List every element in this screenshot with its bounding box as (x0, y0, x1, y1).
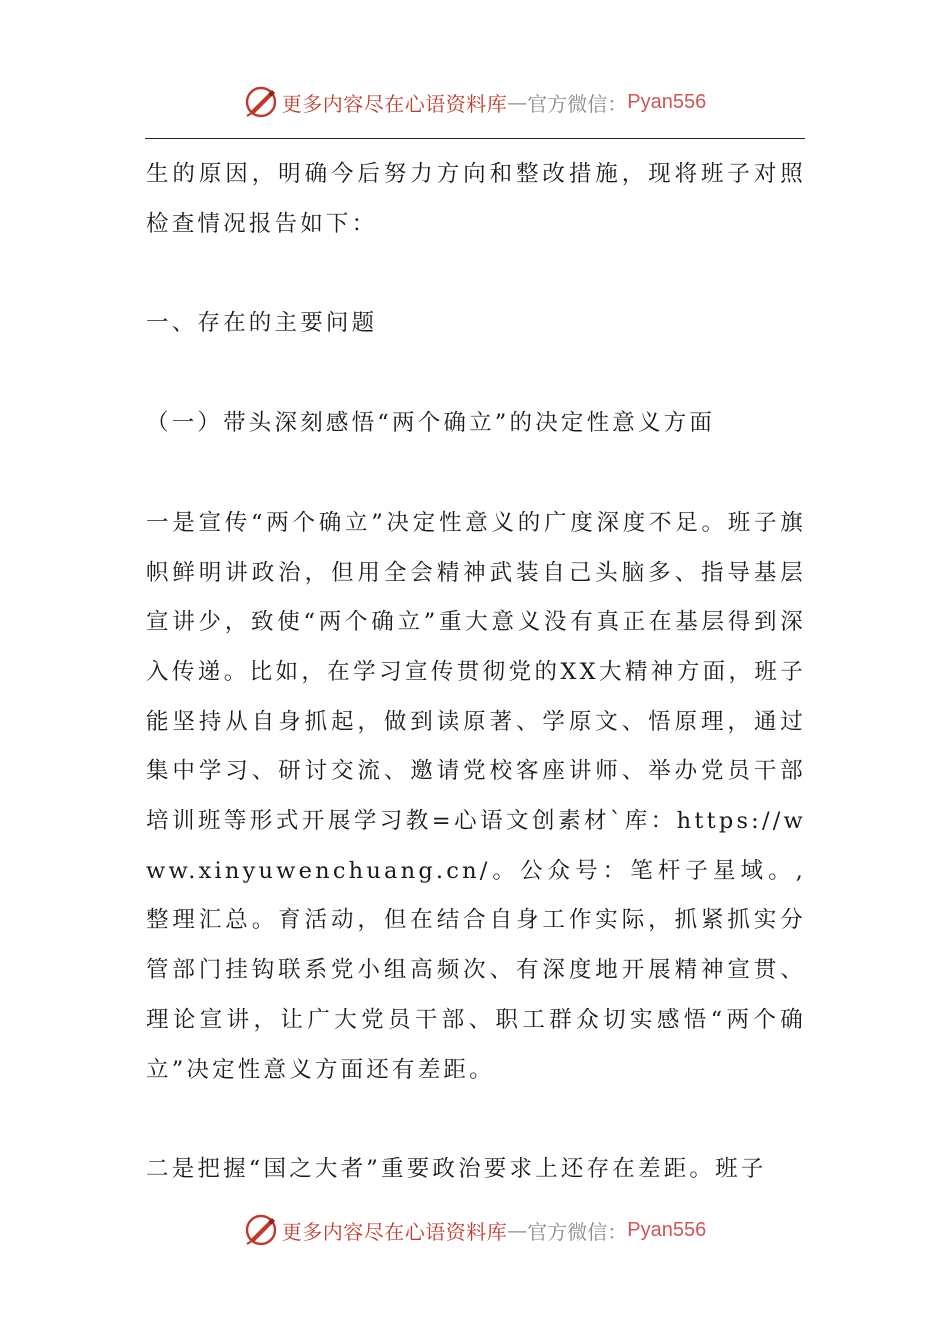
header-banner (0, 82, 950, 122)
banner-title: 更多内容尽在心语资料库 (281, 91, 508, 116)
pen-logo-icon (244, 85, 278, 119)
banner-separator: — (507, 90, 528, 114)
paragraph-gap (146, 249, 806, 299)
intro-paragraph: 生的原因，明确今后努力方向和整改措施，现将班子对照检查情况报告如下： (146, 161, 806, 237)
banner-contact-label: 官方微信： (527, 1219, 628, 1244)
paragraph-gap (146, 449, 806, 499)
banner-contact-id: Pyan556 (627, 1218, 707, 1241)
subsection-heading: （一）带头深刻感悟“两个确立”的决定性意义方面 (146, 410, 716, 437)
banner-separator: — (507, 1218, 528, 1242)
document-body (146, 150, 806, 1195)
body-paragraph-1: 一是宣传“两个确立”决定性意义的广度深度不足。班子旗帜鲜明讲政治，但用全会精神武装自己头脑多、指导基层宣讲少，致使“两个确立”重大意义没有真正在基层得到深入传递。比如，在学习宣传贯彻党的XX大精神方面，班子能坚持从自身抓起，做到读原著、学原文、悟原理，通过集中学习、研讨交流、邀请党校客座讲师、举办党员干部培训班等形式开展学习教=心语文创素材`库：https://www.xinyuwenchuang.cn/。公众号：笔杆子星域。,整理汇总。育活动，但在结合自身工作实际，抓紧抓实分管部门挂钩联系党小组高频次、有深度地开展精神宣贯、理论宣讲，让广大党员干部、职工群众切实感悟“两个确立”决定性意义方面还有差距。 (146, 509, 806, 1083)
paragraph-gap (146, 1095, 806, 1145)
header-rule (145, 138, 805, 139)
paragraph-gap (146, 349, 806, 399)
section-heading: 一、存在的主要问题 (146, 310, 378, 337)
banner-contact-id: Pyan556 (627, 90, 707, 113)
body-paragraph-2: 二是把握“国之大者”重要政治要求上还存在差距。班子 (146, 1156, 767, 1183)
banner-title: 更多内容尽在心语资料库 (281, 1219, 508, 1244)
banner-contact-label: 官方微信： (527, 91, 628, 116)
footer-banner (0, 1210, 950, 1250)
pen-logo-icon (244, 1213, 278, 1247)
